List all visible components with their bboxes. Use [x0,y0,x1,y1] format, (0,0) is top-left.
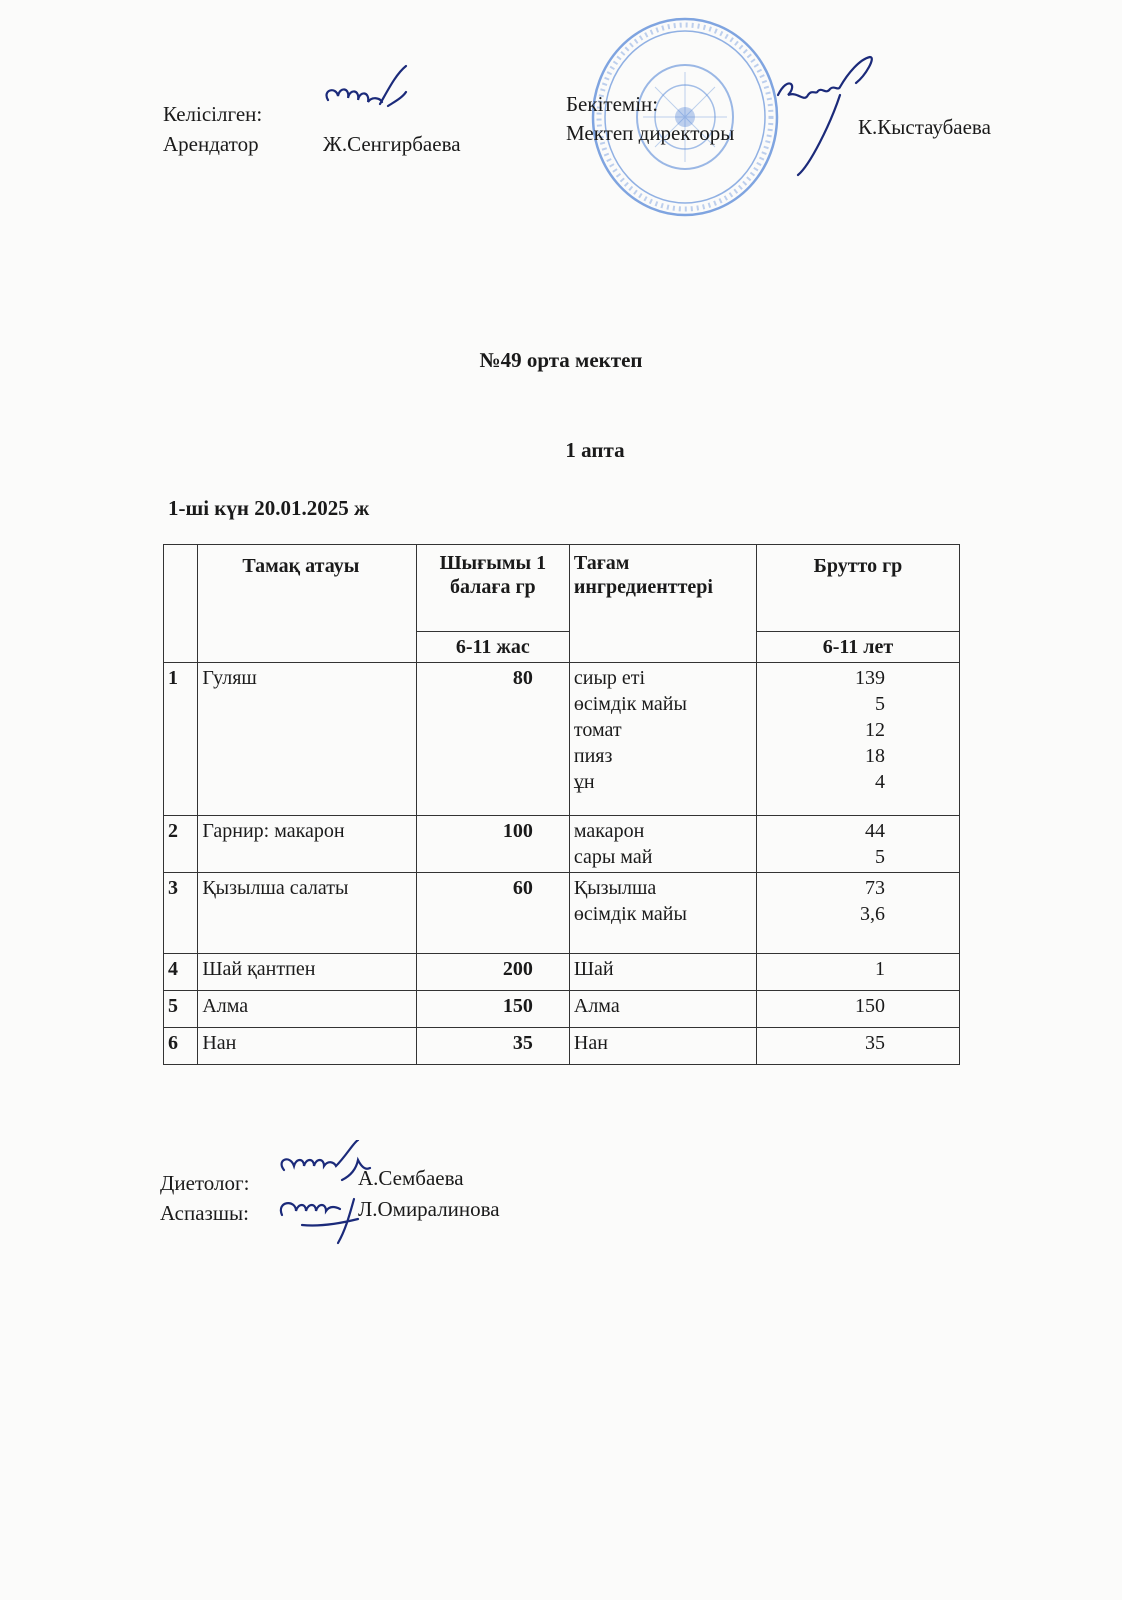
brutto-value: 35 [865,1032,885,1054]
brutto-value: 1 [875,958,885,980]
dish-ingredients [569,873,756,954]
dish-name: Алма [198,991,416,1028]
week-label: 1 апта [565,438,625,462]
brutto-value: 73 [865,877,885,899]
dish-brutto [756,816,959,873]
school-title: №49 орта мектеп [479,348,643,372]
dish-ingredients [569,663,756,816]
cook-name: Л.Омиралинова [358,1197,500,1221]
ingredient-item: сиыр еті [573,667,646,689]
row-number: 6 [164,1028,198,1065]
tenant-label: Арендатор [163,132,259,156]
dietitian-name: А.Сембаева [358,1166,464,1190]
brutto-value: 5 [875,693,885,715]
ingredient-item: макарон [573,820,645,842]
ingredient-item: Шай [573,958,614,980]
row-number: 4 [164,954,198,991]
dish-output: 80 [416,663,569,816]
brutto-value: 4 [875,771,885,793]
table-row [164,663,960,816]
header-num-cell [164,545,198,663]
dish-ingredients [569,816,756,873]
dish-ingredients [569,954,756,991]
ingredient-item: Нан [573,1032,608,1054]
brutto-value: 44 [865,820,885,842]
tenant-name: Ж.Сенгирбаева [323,132,461,156]
subheader-brutto-age: 6-11 лет [756,632,959,663]
agreed-label: Келісілген: [163,102,263,126]
brutto-value: 12 [865,719,885,741]
ingredient-item: өсімдік майы [573,693,687,715]
brutto-value: 150 [855,995,885,1017]
dish-name: Гуляш [198,663,416,816]
dish-output: 100 [416,816,569,873]
dish-brutto [756,663,959,816]
cook-label: Аспазшы: [160,1201,249,1225]
subheader-output-age: 6-11 жас [416,632,569,663]
header-brutto: Брутто гр [756,545,959,632]
brutto-value: 3,6 [860,903,885,925]
dish-brutto [756,991,959,1028]
director-signature [770,55,890,185]
ingredient-item: сары май [573,846,653,868]
dietitian-label: Диетолог: [160,1171,250,1195]
dish-output: 200 [416,954,569,991]
dish-name: Шай қантпен [198,954,416,991]
dish-name: Қызылша салаты [198,873,416,954]
ingredient-item: Қызылша [573,877,657,899]
brutto-value: 18 [865,745,885,767]
dish-brutto [756,954,959,991]
ingredient-item: томат [573,719,622,741]
dish-output: 35 [416,1028,569,1065]
director-name: К.Кыстаубаева [858,115,991,139]
school-seal-stamp [585,12,785,222]
table-row [164,816,960,873]
dish-ingredients [569,991,756,1028]
ingredient-item: өсімдік майы [573,903,687,925]
dish-output: 150 [416,991,569,1028]
brutto-value: 5 [875,846,885,868]
ingredient-item: пияз [573,745,613,767]
table-header-row [164,545,960,632]
tenant-signature [318,60,418,130]
dish-brutto [756,1028,959,1065]
dish-brutto [756,873,959,954]
header-ingredients: Тағам ингредиенттері [569,545,756,663]
table-row [164,873,960,954]
cook-signature [272,1185,382,1250]
row-number: 5 [164,991,198,1028]
ingredient-item: Алма [573,995,620,1017]
approve-label: Бекітемін: [566,92,659,116]
table-body [164,663,960,1065]
dish-ingredients [569,1028,756,1065]
director-label: Мектеп директоры [566,121,735,145]
header-name: Тамақ атауы [198,545,416,663]
ingredient-item: ұн [573,771,595,793]
table-row [164,991,960,1028]
day-label: 1-ші күн 20.01.2025 ж [168,496,370,520]
row-number: 1 [164,663,198,816]
dish-name: Нан [198,1028,416,1065]
table-row [164,1028,960,1065]
row-number: 3 [164,873,198,954]
row-number: 2 [164,816,198,873]
dish-output: 60 [416,873,569,954]
menu-table [163,544,960,1065]
brutto-value: 139 [855,667,885,689]
dish-name: Гарнир: макарон [198,816,416,873]
table-row [164,954,960,991]
header-output: Шығымы 1 балаға гр [416,545,569,632]
